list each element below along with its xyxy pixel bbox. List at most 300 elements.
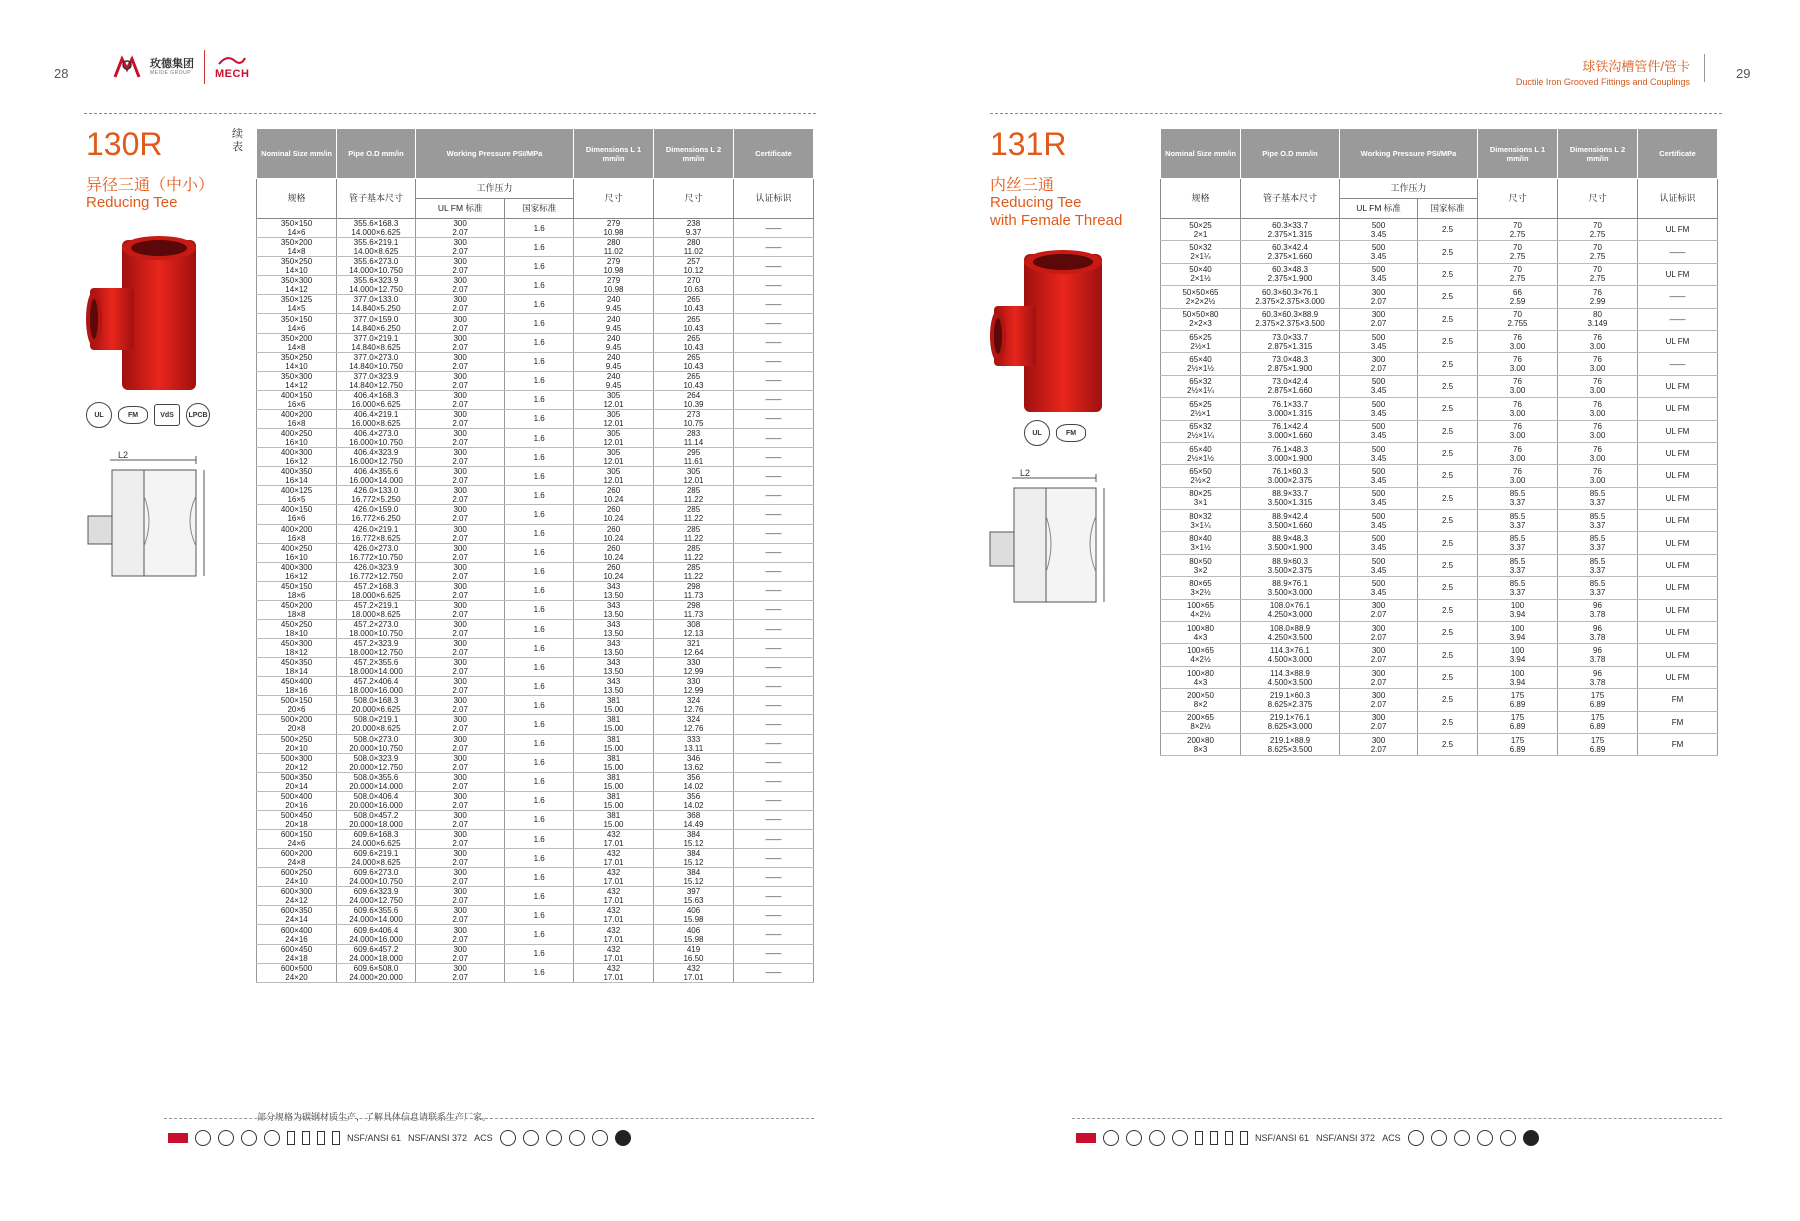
nominal-size-cell — [1161, 398, 1241, 420]
dim-l2-cell — [654, 276, 734, 295]
national-pressure-cell — [505, 639, 574, 658]
ulfm-pressure-cell-line-2: 3.45 — [1370, 408, 1387, 418]
ulfm-pressure-cell — [1340, 263, 1418, 285]
pipe-od-cell-line-2: 16.000×10.750 — [349, 438, 403, 448]
ulfm-pressure-cell — [1340, 465, 1418, 487]
dim-l1-cell-line-2: 15.00 — [603, 705, 624, 715]
national-pressure-cell — [1418, 554, 1478, 576]
nominal-size-cell — [257, 830, 337, 849]
national-pressure-cell — [1418, 711, 1478, 733]
footer-certs-left — [168, 1130, 631, 1146]
dim-l1-cell — [1478, 666, 1558, 688]
dim-l1-cell-line-2: 3.37 — [1509, 587, 1526, 597]
pipe-od-cell — [1241, 599, 1340, 621]
dim-l1-cell-line-2: 15.00 — [603, 762, 624, 772]
dim-l1-cell-line-2: 3.00 — [1509, 431, 1526, 441]
nominal-size-cell-line-1: 400×200 — [280, 409, 313, 419]
pipe-od-cell-line-1: 76.1×33.7 — [1272, 399, 1308, 409]
nominal-size-cell-line-1: 65×40 — [1189, 444, 1212, 454]
ulfm-pressure-cell — [1340, 241, 1418, 263]
certificate-cell-line-1: —— — [765, 930, 782, 940]
product-code-left: 130R — [86, 126, 163, 162]
nominal-size-cell — [257, 371, 337, 390]
ulfm-pressure-cell-line-1: 300 — [453, 524, 467, 534]
dim-l1-cell-line-2: 9.45 — [605, 361, 622, 371]
col-dim-l1: Dimensions L 1 mm/in — [574, 129, 654, 179]
pipe-od-cell-line-1: 406.4×323.9 — [353, 448, 399, 458]
pipe-od-cell — [1241, 487, 1340, 509]
certificate-cell — [734, 543, 814, 562]
dim-l1-cell-line-2: 2.75 — [1509, 252, 1526, 262]
nominal-size-cell-line-1: 65×50 — [1189, 466, 1212, 476]
dim-l1-cell-line-2: 3.00 — [1509, 341, 1526, 351]
dim-l2-cell-line-2: 12.01 — [683, 476, 704, 486]
nominal-size-cell-line-1: 400×250 — [280, 429, 313, 439]
dim-l1-cell-line-1: 343 — [606, 620, 621, 630]
certificate-cell-line-1: —— — [765, 910, 782, 920]
pipe-od-cell-line-1: 609.6×355.6 — [353, 906, 399, 916]
dim-l2-cell-line-1: 76 — [1593, 377, 1602, 387]
ulfm-pressure-cell — [416, 352, 505, 371]
pipe-od-cell-line-2: 2.875×1.660 — [1267, 386, 1313, 396]
national-pressure-cell-line-1: 1.6 — [533, 605, 545, 615]
dim-l1-cell — [574, 467, 654, 486]
dim-l2-cell — [654, 314, 734, 333]
ulfm-pressure-cell — [416, 887, 505, 906]
dim-l1-cell-line-2: 3.00 — [1509, 475, 1526, 485]
dim-l1-cell-line-2: 9.45 — [605, 342, 622, 352]
dim-l1-cell-line-2: 6.89 — [1509, 699, 1526, 709]
pipe-od-cell — [337, 734, 416, 753]
ulfm-pressure-cell — [1340, 644, 1418, 666]
nominal-size-cell-line-1: 50×50×80 — [1182, 310, 1219, 320]
pipe-od-cell-line-2: 14.840×6.250 — [351, 323, 401, 333]
national-pressure-cell-line-1: 2.5 — [1441, 471, 1454, 481]
dim-l1-cell-line-1: 100 — [1510, 668, 1525, 678]
dim-l2-cell-line-1: 308 — [686, 620, 701, 630]
certificate-cell — [1638, 599, 1718, 621]
ulfm-pressure-cell-line-2: 2.07 — [452, 457, 468, 467]
pipe-od-cell-line-1: 457.2×323.9 — [353, 639, 399, 649]
pipe-od-cell-line-2: 14.840×8.625 — [351, 342, 401, 352]
nominal-size-cell-line-1: 65×32 — [1189, 377, 1212, 387]
dim-l1-cell-line-2: 10.24 — [603, 533, 624, 543]
dim-l1-cell-line-1: 432 — [606, 925, 621, 935]
dim-l2-cell — [654, 677, 734, 696]
nominal-size-cell-line-2: 14×6 — [287, 323, 306, 333]
national-pressure-cell-line-1: 1.6 — [533, 643, 545, 653]
pipe-od-cell — [337, 696, 416, 715]
pipe-od-cell — [1241, 554, 1340, 576]
table-row — [257, 486, 814, 505]
dim-l2-cell — [1558, 510, 1638, 532]
pipe-od-cell-line-1: 406.4×219.1 — [353, 409, 399, 419]
certificate-cell-line-1: —— — [765, 395, 782, 405]
table-row — [257, 314, 814, 333]
nominal-size-cell — [257, 944, 337, 963]
national-pressure-cell — [1418, 353, 1478, 375]
certificate-cell — [734, 352, 814, 371]
national-pressure-cell — [505, 753, 574, 772]
national-pressure-cell — [505, 658, 574, 677]
national-pressure-cell-line-1: 1.6 — [533, 319, 545, 329]
pipe-od-cell — [337, 486, 416, 505]
dim-l2-cell — [654, 868, 734, 887]
pipe-od-cell — [337, 658, 416, 677]
dim-l2-cell-line-2: 13.62 — [683, 762, 704, 772]
national-pressure-cell — [1418, 286, 1478, 308]
pipe-od-cell — [1241, 398, 1340, 420]
page-number-right: 29 — [1736, 66, 1751, 81]
dim-l2-cell — [1558, 330, 1638, 352]
national-pressure-cell-line-1: 1.6 — [533, 872, 545, 882]
table-row — [1161, 353, 1718, 375]
dim-l2-cell-line-2: 11.73 — [683, 609, 704, 619]
dim-l1-cell — [1478, 375, 1558, 397]
table-row — [257, 887, 814, 906]
pipe-od-cell-line-2: 2.875×1.900 — [1267, 364, 1313, 374]
ulfm-pressure-cell-line-2: 3.45 — [1370, 565, 1387, 575]
pipe-od-cell — [337, 868, 416, 887]
ulfm-pressure-cell-line-1: 300 — [453, 963, 467, 973]
national-pressure-cell-line-1: 2.5 — [1441, 583, 1454, 593]
pipe-od-cell — [337, 791, 416, 810]
certificate-cell-line-1: UL FM — [1665, 628, 1690, 638]
ulfm-pressure-cell-line-1: 300 — [453, 887, 467, 897]
certificate-cell — [1638, 442, 1718, 464]
pipe-od-cell-line-2: 8.625×3.000 — [1267, 722, 1313, 732]
lpcb-icon: LPCB — [186, 403, 210, 427]
table-row — [257, 219, 814, 238]
ulfm-pressure-cell — [1340, 398, 1418, 420]
pipe-od-cell-line-1: 377.0×159.0 — [353, 314, 399, 324]
certificate-cell — [1638, 308, 1718, 330]
ulfm-pressure-cell-line-1: 300 — [453, 830, 467, 840]
dim-l1-cell — [574, 562, 654, 581]
ulfm-pressure-cell-line-2: 2.07 — [452, 972, 468, 982]
national-pressure-cell-line-1: 1.6 — [533, 949, 545, 959]
table-row — [1161, 465, 1718, 487]
nominal-size-cell-line-1: 450×200 — [280, 600, 313, 610]
nominal-size-cell-line-2: 20×8 — [287, 724, 306, 734]
dim-l2-cell-line-2: 11.73 — [683, 590, 704, 600]
dim-l2-cell-line-2: 15.12 — [683, 839, 704, 849]
nominal-size-cell-line-2: 16×14 — [285, 476, 308, 486]
pipe-od-cell-line-1: 114.3×76.1 — [1270, 646, 1310, 656]
dim-l1-cell-line-1: 343 — [606, 677, 621, 687]
nominal-size-cell — [1161, 666, 1241, 688]
pipe-od-cell — [1241, 330, 1340, 352]
dim-l2-cell — [654, 772, 734, 791]
table-row — [257, 581, 814, 600]
dim-l2-cell-line-1: 285 — [686, 524, 701, 534]
pipe-od-cell-line-2: 16.772×12.750 — [349, 571, 403, 581]
nominal-size-cell-line-2: 20×16 — [285, 800, 308, 810]
national-pressure-cell-line-1: 2.5 — [1441, 717, 1454, 727]
ulfm-pressure-cell-line-2: 3.45 — [1370, 543, 1387, 553]
dim-l2-cell — [1558, 599, 1638, 621]
dim-l1-cell-line-1: 343 — [606, 581, 621, 591]
table-row — [257, 429, 814, 448]
nominal-size-cell-line-2: 16×6 — [287, 514, 306, 524]
nominal-size-cell-line-2: 16×5 — [287, 495, 306, 505]
ulfm-pressure-cell-line-2: 2.07 — [452, 953, 468, 963]
dim-l2-cell-line-2: 15.12 — [683, 858, 704, 868]
nominal-size-cell — [257, 409, 337, 428]
pipe-od-cell-line-2: 20.000×14.000 — [349, 781, 403, 791]
pipe-od-cell-line-1: 60.3×33.7 — [1272, 220, 1308, 230]
ulfm-pressure-cell — [1340, 442, 1418, 464]
nominal-size-cell — [257, 619, 337, 638]
dim-l1-cell-line-2: 15.00 — [603, 724, 624, 734]
nominal-size-cell-line-1: 80×65 — [1189, 578, 1212, 588]
col-nominal-size: Nominal Size mm/in — [257, 129, 337, 179]
dim-l1-cell-line-2: 3.00 — [1509, 453, 1526, 463]
pipe-od-cell — [337, 448, 416, 467]
nominal-size-cell-line-1: 500×350 — [280, 772, 313, 782]
dim-l2-cell — [654, 753, 734, 772]
pipe-od-cell-line-2: 20.000×18.000 — [349, 819, 403, 829]
nominal-size-cell — [257, 314, 337, 333]
pipe-od-cell-line-2: 2.375×1.900 — [1267, 274, 1313, 284]
dim-l1-cell — [1478, 308, 1558, 330]
national-pressure-cell — [505, 734, 574, 753]
nominal-size-cell-line-2: 2×1¼ — [1190, 252, 1211, 262]
pipe-od-cell — [337, 944, 416, 963]
ulfm-pressure-cell-line-2: 2.07 — [1370, 722, 1387, 732]
black-seal-icon-r — [1523, 1130, 1539, 1146]
national-pressure-cell-line-1: 2.5 — [1441, 561, 1454, 571]
nominal-size-cell-line-2: 24×8 — [287, 858, 306, 868]
national-pressure-cell — [505, 677, 574, 696]
dim-l1-cell-line-1: 432 — [606, 830, 621, 840]
ulfm-pressure-cell-line-2: 3.45 — [1370, 453, 1387, 463]
national-pressure-cell — [505, 390, 574, 409]
nominal-size-cell-line-1: 600×250 — [280, 868, 313, 878]
dim-l2-cell-line-1: 70 — [1593, 243, 1602, 253]
national-pressure-cell — [505, 849, 574, 868]
ulfm-pressure-cell-line-1: 300 — [453, 390, 467, 400]
nominal-size-cell-line-1: 100×65 — [1187, 646, 1214, 656]
dim-l1-cell-line-2: 12.01 — [603, 476, 624, 486]
ulfm-pressure-cell — [416, 562, 505, 581]
ulfm-pressure-cell-line-1: 300 — [1371, 646, 1386, 656]
pipe-od-cell-line-2: 4.500×3.500 — [1267, 677, 1313, 687]
certificate-cell-line-1: UL FM — [1665, 583, 1690, 593]
ulfm-pressure-cell-line-2: 2.07 — [452, 495, 468, 505]
dim-l1-cell-line-2: 13.50 — [603, 629, 624, 639]
brand-mech: MECH — [215, 68, 250, 80]
nominal-size-cell — [257, 295, 337, 314]
cn-cert-r: 认证标识 — [1638, 179, 1718, 219]
national-pressure-cell — [1418, 398, 1478, 420]
nominal-size-cell-line-2: 20×12 — [285, 762, 308, 772]
national-pressure-cell — [1418, 308, 1478, 330]
ulfm-pressure-cell — [416, 524, 505, 543]
pipe-od-cell — [337, 963, 416, 982]
national-pressure-cell — [505, 791, 574, 810]
pipe-od-cell-line-1: 219.1×88.9 — [1269, 735, 1311, 745]
cn-size1-r: 尺寸 — [1478, 179, 1558, 219]
ulfm-pressure-cell-line-2: 2.07 — [452, 724, 468, 734]
product-code-right: 131R — [990, 126, 1067, 162]
certificate-cell — [734, 658, 814, 677]
pipe-od-cell-line-2: 2.375×2.375×3.000 — [1255, 296, 1325, 306]
pipe-od-cell-line-2: 14.00×8.625 — [353, 247, 399, 257]
dim-l1-cell — [574, 772, 654, 791]
pipe-od-cell-line-1: 76.1×60.3 — [1272, 466, 1308, 476]
table-row — [257, 677, 814, 696]
dim-l2-cell-line-1: 324 — [686, 696, 701, 706]
dim-l2-cell-line-2: 11.22 — [683, 514, 704, 524]
national-pressure-cell-line-1: 2.5 — [1441, 695, 1454, 705]
pipe-od-cell-line-2: 4.250×3.500 — [1267, 632, 1313, 642]
table-row — [1161, 398, 1718, 420]
nominal-size-cell-line-2: 3×2 — [1193, 565, 1208, 575]
ul-icon — [241, 1130, 257, 1146]
nominal-size-cell-line-1: 350×300 — [280, 276, 313, 286]
dim-l1-cell — [574, 963, 654, 982]
dim-l2-cell-line-2: 3.78 — [1589, 655, 1606, 665]
dim-l2-cell-line-2: 11.22 — [683, 533, 704, 543]
ulfm-pressure-cell — [1340, 622, 1418, 644]
dim-l1-cell-line-1: 381 — [606, 772, 621, 782]
cul-icon — [264, 1130, 280, 1146]
product-name-en-left: Reducing Tee — [86, 194, 178, 211]
nominal-size-cell — [257, 906, 337, 925]
ulfm-pressure-cell — [416, 238, 505, 257]
pipe-od-cell-line-2: 2.375×1.660 — [1267, 252, 1313, 262]
reducing-tee-photo — [84, 234, 214, 394]
table-row — [1161, 330, 1718, 352]
nominal-size-cell-line-2: 24×6 — [287, 839, 306, 849]
ulfm-pressure-cell — [416, 925, 505, 944]
nominal-size-cell-line-2: 18×6 — [287, 590, 306, 600]
pipe-od-cell-line-1: 609.6×457.2 — [353, 944, 399, 954]
dim-l1-cell-line-1: 432 — [606, 906, 621, 916]
table-row — [1161, 241, 1718, 263]
dim-l1-cell — [1478, 622, 1558, 644]
pipe-od-cell-line-1: 88.9×42.4 — [1272, 511, 1308, 521]
dim-l2-cell-line-2: 15.98 — [683, 915, 704, 925]
pipe-od-cell-line-2: 16.772×6.250 — [351, 514, 401, 524]
dim-l2-cell-line-2: 6.89 — [1589, 699, 1606, 709]
nominal-size-cell — [257, 696, 337, 715]
table-row — [257, 543, 814, 562]
certificate-cell-line-1: —— — [765, 338, 782, 348]
certificate-cell — [1638, 711, 1718, 733]
certificate-cell — [734, 333, 814, 352]
dim-l1-cell — [1478, 286, 1558, 308]
dim-l1-cell-line-1: 76 — [1513, 444, 1522, 454]
dim-l2-cell-line-2: 3.00 — [1589, 431, 1606, 441]
ulfm-pressure-cell — [416, 429, 505, 448]
dim-l2-cell — [654, 505, 734, 524]
nominal-size-cell — [257, 753, 337, 772]
footer-divider-right — [1072, 1118, 1722, 1119]
nominal-size-cell-line-1: 500×200 — [280, 715, 313, 725]
dim-l2-cell-line-1: 76 — [1593, 355, 1602, 365]
dim-l1-cell-line-2: 13.50 — [603, 609, 624, 619]
dim-l2-cell — [654, 390, 734, 409]
certificate-cell — [734, 906, 814, 925]
col-dim-l2-r: Dimensions L 2 mm/in — [1558, 129, 1638, 179]
certificate-cell-line-1: —— — [1669, 314, 1686, 324]
nominal-size-cell-line-1: 400×350 — [280, 467, 313, 477]
dim-l1-cell — [1478, 263, 1558, 285]
pipe-od-cell — [1241, 308, 1340, 330]
cert-logos-right — [1024, 420, 1086, 446]
national-pressure-cell-line-1: 1.6 — [533, 376, 545, 386]
ulfm-pressure-cell-line-2: 2.07 — [452, 781, 468, 791]
nominal-size-cell-line-1: 600×150 — [280, 830, 313, 840]
dim-l1-cell-line-1: 76 — [1513, 399, 1522, 409]
dim-l2-cell-line-1: 305 — [686, 467, 701, 477]
pipe-od-cell-line-2: 16.000×6.625 — [351, 399, 401, 409]
ulfm-pressure-cell-line-2: 3.45 — [1370, 274, 1387, 284]
national-pressure-cell-line-1: 1.6 — [533, 414, 545, 424]
nsf61-label: NSF/ANSI 61 — [347, 1133, 402, 1143]
page-number-left: 28 — [54, 66, 69, 81]
dim-l2-cell-line-2: 11.22 — [683, 571, 704, 581]
dim-l2-cell — [654, 619, 734, 638]
dim-l1-cell — [574, 600, 654, 619]
dim-l2-cell-line-1: 76 — [1593, 332, 1602, 342]
dim-l2-cell-line-2: 3.37 — [1589, 543, 1606, 553]
table-row — [257, 868, 814, 887]
dim-l1-cell-line-2: 12.01 — [603, 418, 624, 428]
dim-l2-cell-line-2: 3.149 — [1587, 319, 1608, 329]
dim-l1-cell-line-2: 15.00 — [603, 819, 624, 829]
nominal-size-cell — [257, 257, 337, 276]
dim-l2-cell-line-2: 10.43 — [683, 323, 704, 333]
certificate-cell — [1638, 577, 1718, 599]
table-row — [1161, 510, 1718, 532]
nominal-size-cell-line-1: 400×150 — [280, 390, 313, 400]
dim-l2-cell-line-1: 285 — [686, 486, 701, 496]
certificate-cell — [734, 314, 814, 333]
pipe-od-cell-line-2: 20.000×8.625 — [351, 724, 401, 734]
nominal-size-cell-line-1: 200×50 — [1187, 690, 1214, 700]
dim-l2-cell-line-1: 419 — [686, 944, 701, 954]
table-row — [257, 524, 814, 543]
certificate-cell-line-1: —— — [765, 681, 782, 691]
dim-l2-cell — [654, 906, 734, 925]
dim-l2-cell-line-1: 356 — [686, 791, 701, 801]
certificate-cell — [734, 925, 814, 944]
national-pressure-cell-line-1: 1.6 — [533, 357, 545, 367]
pipe-od-cell-line-1: 219.1×60.3 — [1269, 690, 1311, 700]
nominal-size-cell — [257, 390, 337, 409]
spec-table-left — [256, 128, 814, 983]
product-name-en-right-1: Reducing Tee — [990, 194, 1082, 211]
dim-l1-cell — [574, 219, 654, 238]
dim-l1-cell-line-1: 85.5 — [1509, 511, 1526, 521]
dim-l1-cell-line-2: 13.50 — [603, 667, 624, 677]
pipe-od-cell-line-1: 108.0×76.1 — [1269, 601, 1311, 611]
ulfm-pressure-cell-line-2: 2.07 — [1370, 632, 1387, 642]
section-title-cn: 球铁沟槽管件/管卡 — [1582, 59, 1690, 74]
dim-l2-cell-line-1: 85.5 — [1589, 578, 1606, 588]
col-pipe-od: Pipe O.D mm/in — [337, 129, 416, 179]
ulfm-pressure-cell — [416, 810, 505, 829]
certificate-cell — [1638, 510, 1718, 532]
national-pressure-cell-line-1: 1.6 — [533, 834, 545, 844]
dim-l1-cell — [1478, 644, 1558, 666]
dim-l1-cell-line-2: 12.01 — [603, 438, 624, 448]
dim-l1-cell — [574, 352, 654, 371]
ulfm-pressure-cell-line-1: 500 — [1371, 220, 1386, 230]
